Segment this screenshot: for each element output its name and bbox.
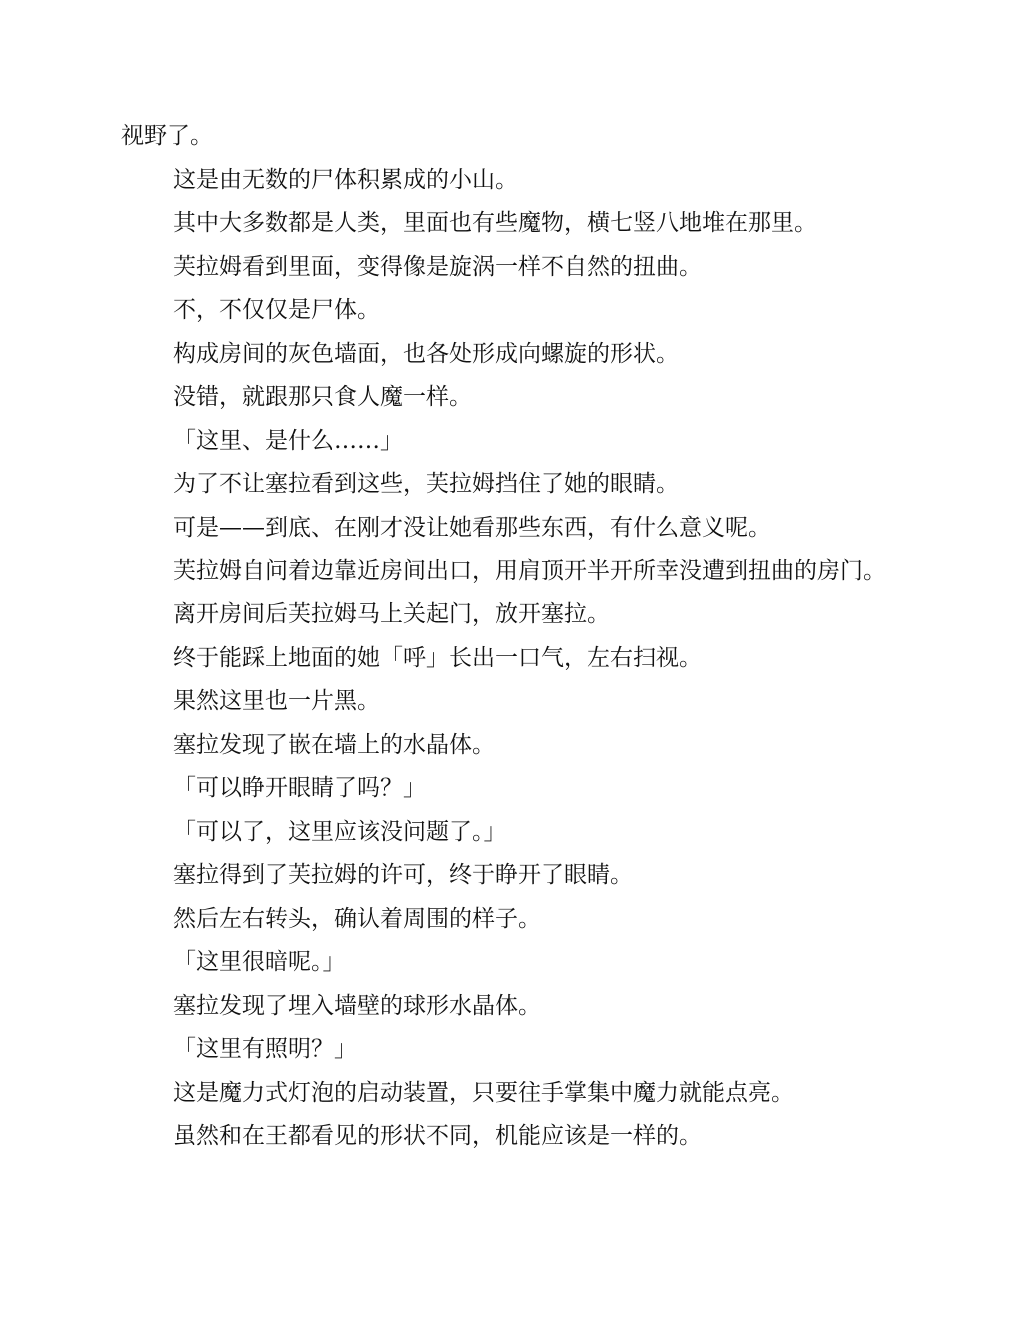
paragraph: 塞拉发现了嵌在墙上的水晶体。 <box>173 731 495 758</box>
paragraph: 「这里有照明？」 <box>173 1036 357 1062</box>
paragraph: 这是由无数的尸体积累成的小山。 <box>173 166 518 193</box>
paragraph: 其中大多数都是人类，里面也有些魔物，横七竖八地堆在那里。 <box>173 210 817 236</box>
paragraph: 终于能踩上地面的她「呼」长出一口气，左右扫视。 <box>173 644 702 671</box>
paragraph: 然后左右转头，确认着周围的样子。 <box>173 905 541 932</box>
paragraph: 虽然和在王都看见的形状不同，机能应该是一样的。 <box>173 1123 702 1149</box>
paragraph: 果然这里也一片黑。 <box>173 688 380 714</box>
paragraph: 芙拉姆自问着边靠近房间出口，用肩顶开半开所幸没遭到扭曲的房门。 <box>173 558 886 584</box>
paragraph: 芙拉姆看到里面，变得像是旋涡一样不自然的扭曲。 <box>173 253 702 280</box>
paragraph: 离开房间后芙拉姆马上关起门，放开塞拉。 <box>173 601 610 627</box>
paragraph: 构成房间的灰色墙面，也各处形成向螺旋的形状。 <box>173 340 679 367</box>
paragraph: 「可以睁开眼睛了吗？」 <box>173 775 426 801</box>
paragraph: 「这里、是什么……」 <box>173 427 403 454</box>
paragraph: 塞拉得到了芙拉姆的许可，终于睁开了眼睛。 <box>173 862 633 888</box>
paragraph: 视野了。 <box>121 123 213 149</box>
paragraph: 可是——到底、在刚才没让她看那些东西，有什么意义呢。 <box>173 514 771 541</box>
paragraph: 塞拉发现了埋入墙壁的球形水晶体。 <box>173 992 541 1019</box>
paragraph: 「这里很暗呢。」 <box>173 949 346 975</box>
paragraph: 「可以了，这里应该没问题了。」 <box>173 818 507 845</box>
paragraph: 这是魔力式灯泡的启动装置，只要往手掌集中魔力就能点亮。 <box>173 1079 794 1106</box>
paragraph: 为了不让塞拉看到这些，芙拉姆挡住了她的眼睛。 <box>173 471 679 497</box>
body-text <box>121 115 911 1159</box>
paragraph: 不，不仅仅是尸体。 <box>173 297 380 323</box>
paragraph: 没错，就跟那只食人魔一样。 <box>173 384 472 410</box>
